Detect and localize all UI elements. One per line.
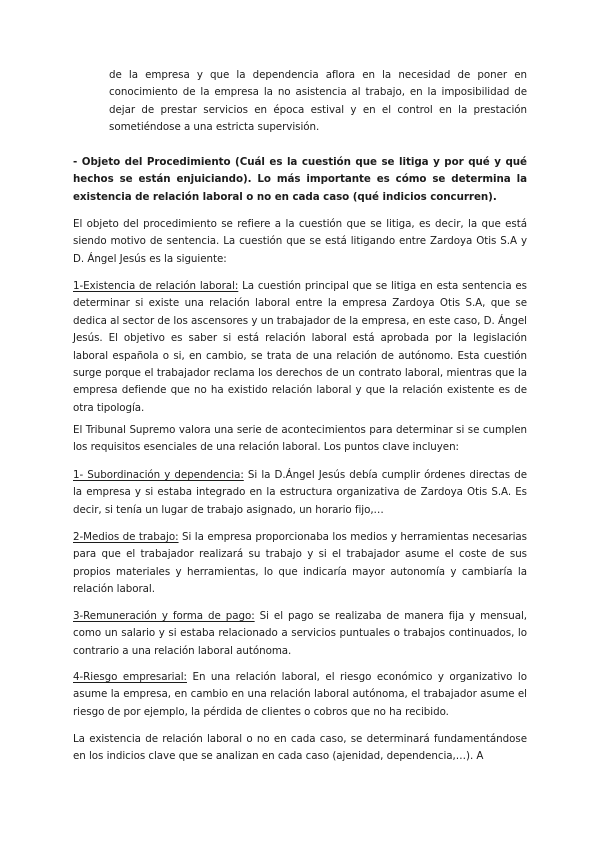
closing-paragraph [73, 731, 527, 766]
paragraph-text: de la empresa y que la dependencia aflora en la necesidad de poner en conocimiento de la empresa la no asistencia al trabajo, en la imposibilidad de dejar de prestar servicios en época estival y en el control en la prestación sometiéndose a una estricta supervisión. [109, 69, 527, 134]
point-heading: 4-Riesgo empresarial: [73, 671, 187, 683]
point-heading: 1-Existencia de relación laboral: [73, 280, 239, 292]
point-heading: 1- Subordinación y dependencia: [73, 469, 244, 481]
paragraph-text: Si la empresa proporcionaba los medios y herramientas necesarias para que el trabajador realizará su trabajo y si el trabajador asume el coste de sus propios materiales y herramientas, lo que indicaría mayor autonomía y cambiaría la relación laboral. [73, 531, 527, 596]
point-existencia [73, 278, 527, 417]
point-medios [73, 529, 527, 599]
point-heading: 2-Medios de trabajo: [73, 531, 179, 543]
paragraph-text: El objeto del procedimiento se refiere a la cuestión que se litiga, es decir, la que está siendo motivo de sentencia. La cuestión que se está litigando entre Zardoya Otis S.A y D. Ángel Jesús es la siguiente: [73, 218, 527, 265]
paragraph-text: Si la D.Ángel Jesús debía cumplir órdenes directas de la empresa y si estaba integrado en la estructura organizativa de Zardoya Otis S.A. Es decir, si tenía un lugar de trabajo asignado, un horario fijo,… [73, 469, 527, 516]
paragraph-text: Si el pago se realizaba de manera fija y mensual, como un salario y si estaba relacionado a servicios puntuales o trabajos continuados, lo contrario a una relación laboral autónoma. [73, 610, 527, 657]
point-subordinacion [73, 467, 527, 519]
section-heading [73, 154, 527, 206]
paragraph-text: La cuestión principal que se litiga en esta sentencia es determinar si existe una relación laboral entre la empresa Zardoya Otis S.A, que se dedica al sector de los ascensores y un trabajador de la empresa, en este caso, D. Ángel Jesús. El objetivo es saber si está relación laboral está aprobada por la legislación laboral española o si, en cambio, se trata de una relación de autónomo. Esta cuestión surge porque el trabajador reclama los derechos de un contrato laboral, mientras que la empresa defiende que no ha existido relación laboral y que la relación existente es de otra tipología. [73, 280, 527, 414]
point-remuneracion [73, 608, 527, 660]
paragraph-text: En una relación laboral, el riesgo económico y organizativo lo asume la empresa, en cambio en una relación laboral autónoma, el trabajador asume el riesgo de por ejemplo, la pérdida de clientes o cobros que no ha recibido. [73, 671, 527, 718]
intro-paragraph [73, 216, 527, 268]
point-riesgo [73, 669, 527, 721]
point-heading: 3-Remuneración y forma de pago: [73, 610, 255, 622]
paragraph-text: - Objeto del Procedimiento (Cuál es la cuestión que se litiga y por qué y qué hechos se están enjuiciando). Lo más importante es cómo se determina la existencia de relación laboral o no en cada caso (qué indicios concurren). [73, 156, 527, 203]
continuation-paragraph [109, 67, 527, 137]
paragraph-text: El Tribunal Supremo valora una serie de acontecimientos para determinar si se cumplen los requisitos esenciales de una relación laboral. Los puntos clave incluyen: [73, 424, 527, 454]
paragraph-text: La existencia de relación laboral o no en cada caso, se determinará fundamentándose en los indicios clave que se analizan en cada caso (ajenidad, dependencia,…). A [73, 733, 527, 763]
tribunal-paragraph [73, 422, 527, 457]
